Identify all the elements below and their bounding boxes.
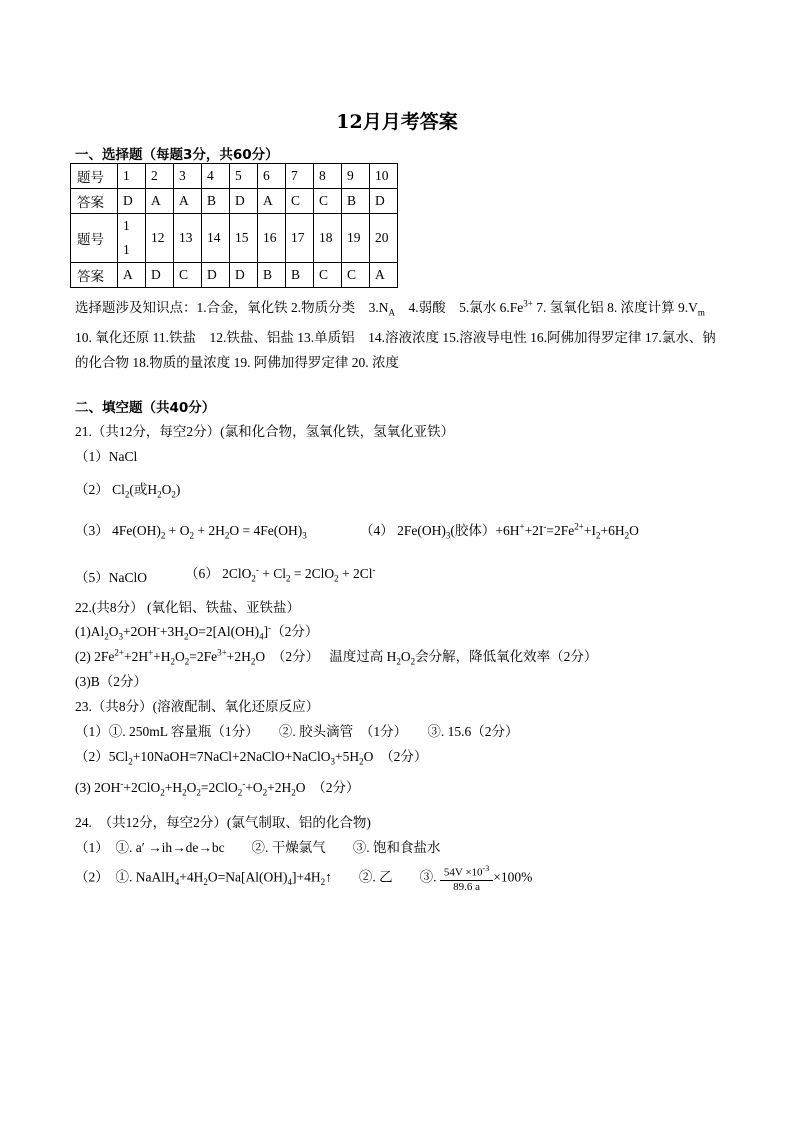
table-cell: 3 — [174, 164, 202, 189]
fraction-numerator: $54V \times 10^{-3}$ — [440, 864, 493, 881]
page-title: 12月月考答案 — [336, 111, 458, 133]
table-cell: A — [146, 189, 174, 214]
table-cell: 6 — [258, 164, 286, 189]
table-cell: D — [230, 263, 258, 288]
table-row — [71, 189, 398, 214]
q24-answer-2: （2） ①. $NaAlH_4+4H_2O=Na[Al(OH)_4]+4H_2↑$ ②. 乙 ③. $\frac{54V \times 10^{-3}}{89.6 a}$ ×100% — [75, 864, 533, 893]
table-cell: 1 — [118, 164, 146, 189]
table-cell: 14 — [202, 214, 230, 263]
table-cell: A — [174, 189, 202, 214]
table-cell: 15 — [230, 214, 258, 263]
table-row-label: 答案 — [71, 189, 118, 214]
table-cell: 10 — [370, 164, 398, 189]
table-cell: 2 — [146, 164, 174, 189]
table-cell: D — [370, 189, 398, 214]
table-cell: B — [286, 263, 314, 288]
table-row — [71, 214, 398, 263]
table-row-label: 题号 — [71, 164, 118, 189]
table-cell: 1 1 — [118, 214, 146, 263]
answer-table — [70, 163, 398, 288]
table-cell: 19 — [342, 214, 370, 263]
section1-heading: 一、选择题（每题3分，共60分） — [75, 147, 279, 163]
q21-answer-2: （2） $Cl_2$(或$H_2O_2$) — [75, 482, 181, 500]
table-cell: A — [370, 263, 398, 288]
table-cell: A — [258, 189, 286, 214]
table-cell: 7 — [286, 164, 314, 189]
table-row-label: 题号 — [71, 214, 118, 263]
q24-header: 24. （共12分，每空2分）(氯气制取、铝的化合物) — [75, 815, 371, 830]
q22-answer-3: (3)B（2分） — [75, 674, 147, 689]
topics-content: 选择题涉及知识点：1.合金，氧化铁 2.物质分类 $3.N_A$ 4.弱酸 5.氯水 $6.Fe^{3+}$ 7. 氢氧化铝 8. 浓度计算 $9.V_m$ 10. 氧化还原 11.铁盐 12.铁盐、铝盐 13.单质铝 14.溶液浓度 15.溶液导电性 16.阿佛加得罗定律 17.氯水、钠的化合物 18.物质的量浓度 19. 阿佛加得罗定律 20. 浓度 — [75, 298, 716, 371]
table-cell: A — [118, 263, 146, 288]
table-cell: 18 — [314, 214, 342, 263]
q22-answer-2: (2) $2Fe^{2+}+2H^++H_2O_2=2Fe^{3+}+2H_2O$ （2分） 温度过高 $H_2O_2$会分解，降低氧化效率（2分） — [75, 647, 598, 667]
q23-answer-3: (3) $2OH^-+2ClO_2+H_2O_2=2ClO_2^-+O_2+2H_2O$ （2分） — [75, 778, 360, 798]
yield-fraction — [440, 864, 493, 893]
fraction-suffix: ×100% — [493, 869, 533, 885]
table-cell: B — [202, 189, 230, 214]
section2-heading: 二、填空题（共40分） — [75, 400, 216, 416]
q21-answer-3: （3） $4Fe(OH)_2 + O_2 + 2H_2O = 4Fe(OH)_3$ — [75, 523, 307, 541]
q23-header: 23.（共8分）(溶液配制、氧化还原反应） — [75, 699, 320, 714]
table-cell: 4 — [202, 164, 230, 189]
q22-answer-1: $(1)Al_2O_3+2OH^-+3H_2O=2[Al(OH)_4]^-(2$分） — [75, 622, 319, 642]
table-cell: D — [118, 189, 146, 214]
q22-header: 22.(共8分） (氧化铝、铁盐、亚铁盐） — [75, 600, 300, 615]
q24-answer-1: （1） ①. a′ →ih→de→bc ②. 干燥氯气 ③. 饱和食盐水 — [75, 840, 441, 855]
table-cell: 13 — [174, 214, 202, 263]
table-cell: C — [286, 189, 314, 214]
table-cell: C — [342, 263, 370, 288]
table-cell: 12 — [146, 214, 174, 263]
fraction-denominator: 89.6 a — [453, 880, 480, 893]
table-cell: 9 — [342, 164, 370, 189]
q21-header: 21.（共12分，每空2分）(氯和化合物，氢氧化铁，氢氧化亚铁） — [75, 424, 455, 439]
table-cell: D — [202, 263, 230, 288]
table-cell: 8 — [314, 164, 342, 189]
q21-answer-5: （5）NaClO — [75, 570, 147, 585]
q21-answer-6: （6） $2ClO_2^- + Cl_2 = 2ClO_2 + 2Cl^-$ — [185, 564, 376, 584]
q21-answer-1: （1）NaCl — [75, 449, 138, 464]
table-cell: C — [314, 189, 342, 214]
table-cell: C — [174, 263, 202, 288]
table-cell: D — [230, 189, 258, 214]
table-cell: 16 — [258, 214, 286, 263]
table-row-label: 答案 — [71, 263, 118, 288]
table-cell: 20 — [370, 214, 398, 263]
q23-answer-2: $(2)5Cl_2+10NaOH=7NaCl+2NaClO+NaClO_3+5H_2O$ （2分） — [75, 749, 428, 767]
table-cell: B — [258, 263, 286, 288]
table-cell: D — [146, 263, 174, 288]
q21-answer-4: （4） $2Fe(OH)_3$(胶体）$+6H^++2I^-=2Fe^{2+}+I_2+6H_2O$ — [360, 521, 639, 541]
q23-answer-1: （1）①. 250mL 容量瓶（1分） ②. 胶头滴管 （1分） ③. 15.6（2分） — [75, 724, 519, 739]
table-cell: 5 — [230, 164, 258, 189]
table-cell: B — [342, 189, 370, 214]
table-row — [71, 263, 398, 288]
table-row — [71, 164, 398, 189]
table-cell: 17 — [286, 214, 314, 263]
table-cell: C — [314, 263, 342, 288]
topics-text — [75, 291, 725, 375]
